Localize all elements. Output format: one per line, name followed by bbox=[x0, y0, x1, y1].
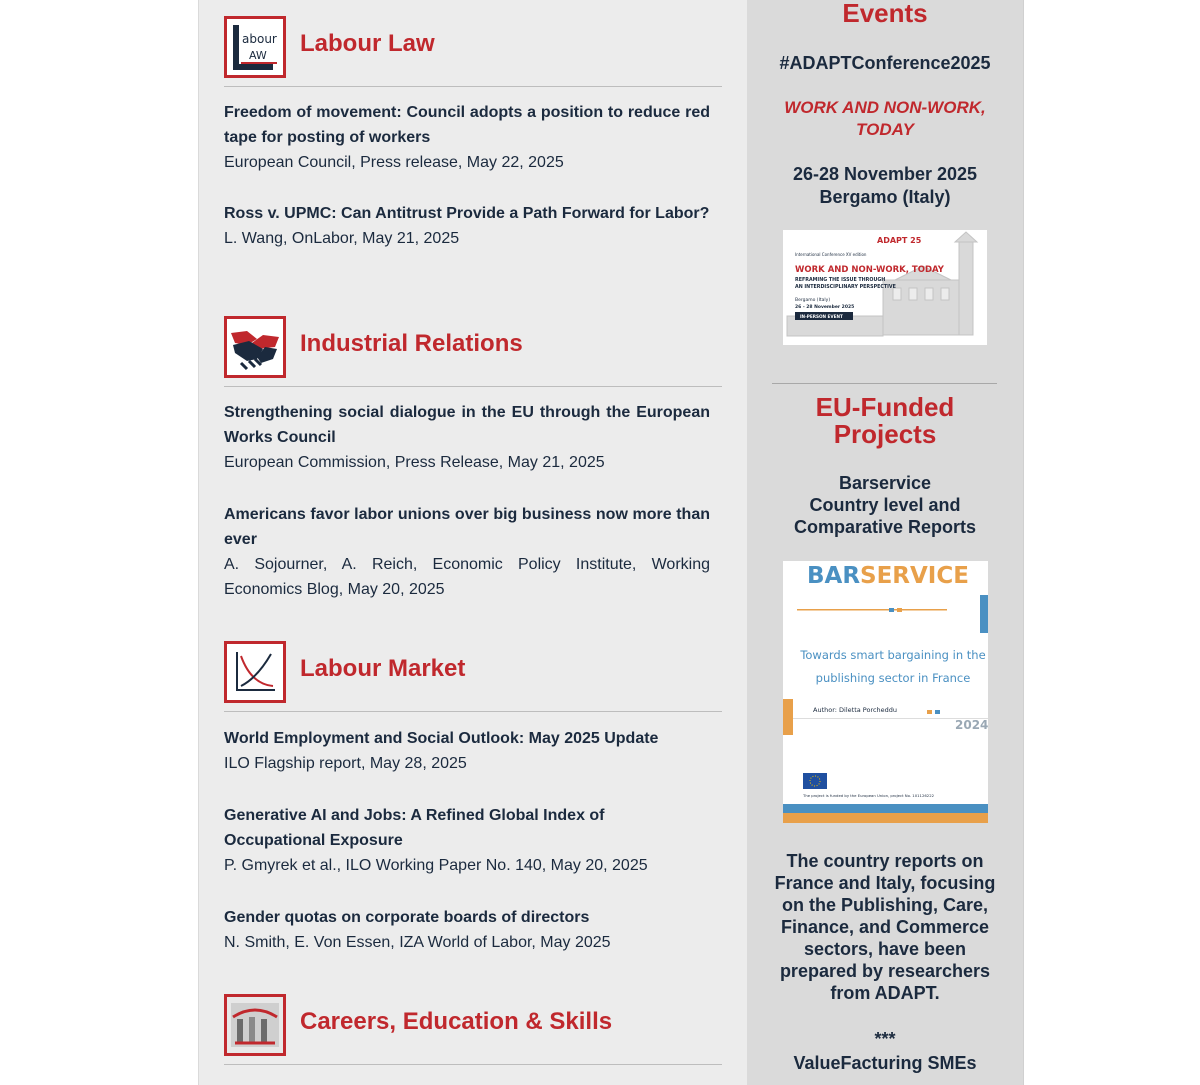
article-source: European Commission, Press Release, May 21, 2025 bbox=[224, 454, 605, 471]
article-source: P. Gmyrek et al., ILO Working Paper No. 140, May 20, 2025 bbox=[224, 857, 648, 874]
article-headline-link[interactable]: Generative AI and Jobs: A Refined Global Index of Occupational Exposure bbox=[224, 807, 605, 849]
reports-description: The country reports on France and Italy, focusing on the Publishing, Care, Finance, and Commerce sectors, have been prepared by researchers from ADAPT. bbox=[774, 851, 996, 1003]
article-item bbox=[224, 400, 710, 475]
article-source: European Council, Press release, May 22, 2025 bbox=[224, 154, 564, 171]
project-name: Barservice bbox=[838, 473, 932, 493]
poster-place: Bergamo (Italy) bbox=[795, 298, 831, 303]
article-source: A. Sojourner, A. Reich, Economic Policy Institute, Working Economics Blog, May 20, 2025 bbox=[224, 556, 710, 598]
article-source: N. Smith, E. Von Essen, IZA World of Labor, May 2025 bbox=[224, 934, 611, 951]
graduation-figures-icon bbox=[227, 997, 283, 1053]
sidebar-divider bbox=[772, 383, 997, 384]
cover-year: 2024 bbox=[955, 718, 988, 732]
labour-market-logo bbox=[224, 641, 286, 703]
section-divider bbox=[224, 386, 722, 387]
poster-edition: International Conference XV edition bbox=[795, 252, 867, 257]
poster-title: WORK AND NON-WORK, TODAY bbox=[795, 265, 944, 275]
article-source: L. Wang, OnLabor, May 21, 2025 bbox=[224, 230, 460, 247]
poster-dates: 26 - 28 November 2025 bbox=[795, 305, 855, 310]
handshake-icon bbox=[227, 319, 283, 375]
article-item bbox=[224, 502, 710, 602]
conference-poster-image[interactable] bbox=[783, 230, 987, 345]
article-headline-link[interactable]: Ross v. UPMC: Can Antitrust Provide a Path Forward for Labor? bbox=[224, 205, 710, 222]
conference-title-line-1: WORK AND NON-WORK, bbox=[784, 98, 986, 117]
logo-text-bottom: AW bbox=[249, 49, 267, 62]
conference-dates: 26-28 November 2025 bbox=[792, 164, 978, 184]
cover-author: Author: Diletta Porcheddu bbox=[813, 706, 898, 714]
article-item bbox=[224, 726, 710, 776]
industrial-relations-logo bbox=[224, 316, 286, 378]
poster-subtitle-2: AN INTERDISCIPLINARY PERSPECTIVE bbox=[795, 285, 896, 290]
conference-hashtag: #ADAPTConference2025 bbox=[779, 53, 991, 73]
newsletter-main-column bbox=[198, 0, 747, 1085]
section-title-industrial-relations: Industrial Relations bbox=[300, 330, 523, 357]
labour-law-logo-graphic bbox=[227, 19, 283, 75]
section-header-industrial-relations bbox=[224, 316, 724, 378]
project-desc-line-1: Country level and bbox=[809, 495, 961, 515]
next-project-name: ValueFacturing SMEs bbox=[793, 1053, 977, 1073]
section-title-labour-market: Labour Market bbox=[300, 655, 466, 682]
report-cover-graphic bbox=[783, 561, 988, 823]
logo-text-top: abour bbox=[242, 32, 277, 46]
cover-title-1: Towards smart bargaining in the bbox=[800, 648, 986, 662]
labour-law-logo bbox=[224, 16, 286, 78]
supply-demand-chart-icon bbox=[227, 644, 283, 700]
section-header-labour-market bbox=[224, 641, 724, 703]
article-item bbox=[224, 100, 710, 175]
cover-footer: The project is funded by the European Union, project No. 101126222 bbox=[803, 793, 935, 798]
cover-title-2: publishing sector in France bbox=[815, 671, 971, 685]
article-item bbox=[224, 905, 710, 955]
separator-stars: *** bbox=[874, 1029, 896, 1049]
article-item bbox=[224, 803, 648, 878]
section-title-careers: Careers, Education & Skills bbox=[300, 1008, 613, 1035]
article-source: ILO Flagship report, May 28, 2025 bbox=[224, 755, 467, 772]
section-header-labour-law bbox=[224, 16, 724, 78]
article-headline-link[interactable]: World Employment and Social Outlook: May 2025 Update bbox=[224, 730, 659, 747]
article-headline-link[interactable]: Gender quotas on corporate boards of directors bbox=[224, 909, 590, 926]
section-divider bbox=[224, 86, 722, 87]
poster-badge: IN-PERSON EVENT bbox=[800, 314, 843, 319]
article-item bbox=[224, 201, 710, 251]
section-divider bbox=[224, 1064, 722, 1065]
conference-poster-graphic bbox=[783, 230, 987, 345]
conference-place: Bergamo (Italy) bbox=[819, 187, 951, 207]
careers-logo bbox=[224, 994, 286, 1056]
section-title-labour-law: Labour Law bbox=[300, 30, 435, 57]
conference-title-line-2: TODAY bbox=[856, 120, 914, 139]
article-headline-link[interactable]: Americans favor labor unions over big business now more than ever bbox=[224, 506, 710, 548]
newsletter-sidebar bbox=[747, 0, 1024, 1085]
cover-brand-a: BAR bbox=[807, 563, 861, 589]
poster-subtitle-1: REFRAMING THE ISSUE THROUGH bbox=[795, 278, 886, 283]
eu-projects-title-line-1: EU-Funded bbox=[815, 392, 955, 422]
cover-brand-b: SERVICE bbox=[860, 563, 969, 589]
section-divider bbox=[224, 711, 722, 712]
events-title: Events bbox=[842, 0, 928, 28]
poster-logo: ADAPT 25 bbox=[877, 236, 922, 245]
section-header-careers bbox=[224, 994, 724, 1056]
project-desc-line-2: Comparative Reports bbox=[793, 517, 977, 537]
article-headline-link[interactable]: Freedom of movement: Council adopts a position to reduce red tape for posting of workers bbox=[224, 104, 710, 146]
article-headline-link[interactable]: Strengthening social dialogue in the EU through the European Works Council bbox=[224, 404, 710, 446]
eu-projects-title-line-2: Projects bbox=[833, 419, 937, 449]
barservice-report-cover[interactable] bbox=[783, 561, 988, 823]
